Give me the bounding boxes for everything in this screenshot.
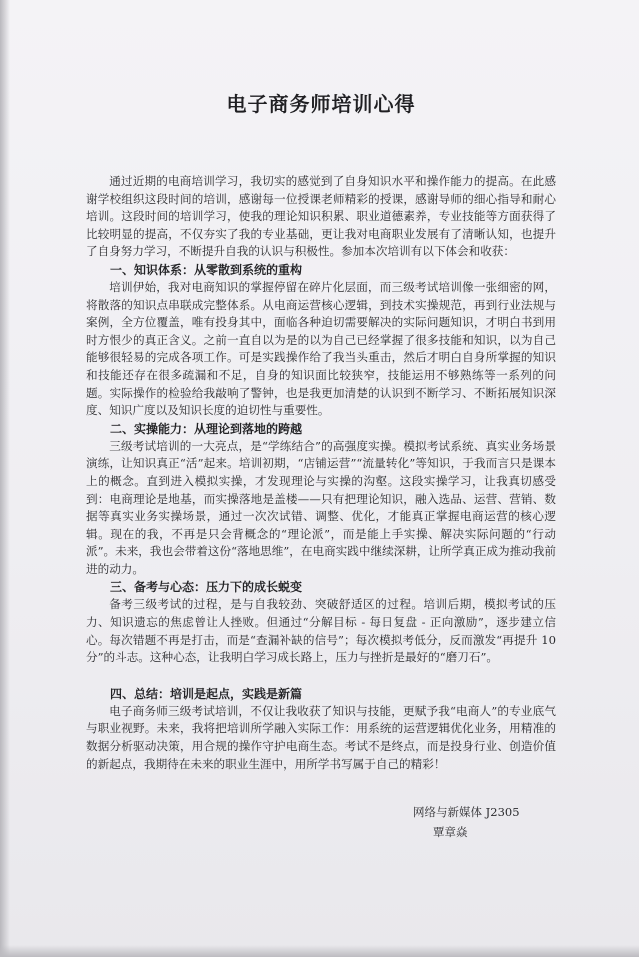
section-heading-mindset: 三、备考与心态：压力下的成长蜕变 (110, 580, 303, 595)
signature-class: 网络与新媒体 J2305 (413, 805, 520, 819)
section-body-practice: 三级考试培训的一大亮点，是“学练结合”的高强度实操。模拟考试系统、真实业务场景演练，让知识真正“活”起来。培训初期，“店铺运营”“流量转化”等知识，于我而言只是课本上的概念。直到进入模拟实操，才发现理论与实操的沟壑。这段实操学习，让我真切感受到：电商理论是地基，而实操落地是盖楼——只有把理论知识，融入选品、运营、营销、数据等真实业务实操场景，通过一次次试错、调整、优化，才能真正掌握电商运营的核心逻辑。现在的我，不再是只会背概念的“理论派”，而是能上手实操、解决实际问题的“行动派”。未来，我也会带着这份“落地思维”，在电商实践中继续深耕，让所学真正成为推动我前进的动力。 (86, 438, 556, 576)
document-body (86, 88, 556, 773)
section-body-summary: 电子商务师三级考试培训，不仅让我收获了知识与技能，更赋予我“电商人”的专业底气与职业视野。未来，我将把培训所学融入实际工作：用系统的运营逻辑优化业务，用精准的数据分析驱动决策，用合规的操作守护电商生态。考试不是终点，而是投身行业、创造价值的新起点，我期待在未来的职业生涯中，用所学书写属于自己的精彩！ (86, 703, 556, 771)
section-heading-practice: 二、实操能力：从理论到落地的跨越 (110, 421, 303, 436)
section-heading-knowledge: 一、知识体系：从零散到系统的重构 (110, 262, 303, 277)
page-edge-shadow (0, 0, 10, 957)
signature-name: 覃章焱 (433, 825, 468, 839)
section-body-knowledge: 培训伊始，我对电商知识的掌握停留在碎片化层面，而三级考试培训像一张细密的网，将散落的知识点串联成完整体系。从电商运营核心逻辑，到技术实操规范，再到行业法规与案例，全方位覆盖，唯有投身其中，面临各种迫切需要解决的实际问题知识，才明白书到用时方恨少的真正含义。之前一直自以为是的以为自己已经掌握了很多技能和知识，以为自己能够很轻易的完成各项工作。可是实践操作给了我当头重击，然后才明白自身所掌握的知识和技能还存在很多疏漏和不足，自身的知识面比较狭窄，技能运用不够熟练等一系列的问题。实际操作的检验给我敲响了警钟，也是我更加清楚的认识到不断学习、不断拓展知识深度、知识广度以及知识长度的迫切性与重要性。 (86, 279, 556, 418)
document-title: 电子商务师培训心得 (226, 92, 416, 116)
section-spacer (86, 667, 556, 685)
intro-paragraph: 通过近期的电商培训学习，我切实的感觉到了自身知识水平和操作能力的提高。在此感谢学校组织这段时间的培训，感谢每一位授课老师精彩的授课，感谢导师的细心指导和耐心培训。这段时间的培训学习，使我的理论知识积累、职业道德素养，专业技能等方面获得了比较明显的提高，不仅夯实了我的专业基础，更让我对电商职业发展有了清晰认知，也提升了自身努力学习，不断提升自我的认识与积极性。参加本次培训有以下体会和收获： (86, 174, 556, 259)
section-body-mindset: 备考三级考试的过程，是与自我较劲、突破舒适区的过程。培训后期，模拟考试的压力、知识遗忘的焦虑曾让人挫败。但通过“分解目标 - 每日复盘 - 正向激励”，逐步建立信心。每次错题不再是打击，而是“查漏补缺的信号”；每次模拟考低分，反而激发“再提升 10 分”的斗志。这种心态，让我明白学习成长路上，压力与挫折是最好的“磨刀石”。 (86, 597, 556, 665)
page-bottom-edge (0, 945, 639, 957)
signature-block (413, 802, 520, 842)
section-heading-summary: 四、总结：培训是起点，实践是新篇 (110, 686, 303, 701)
